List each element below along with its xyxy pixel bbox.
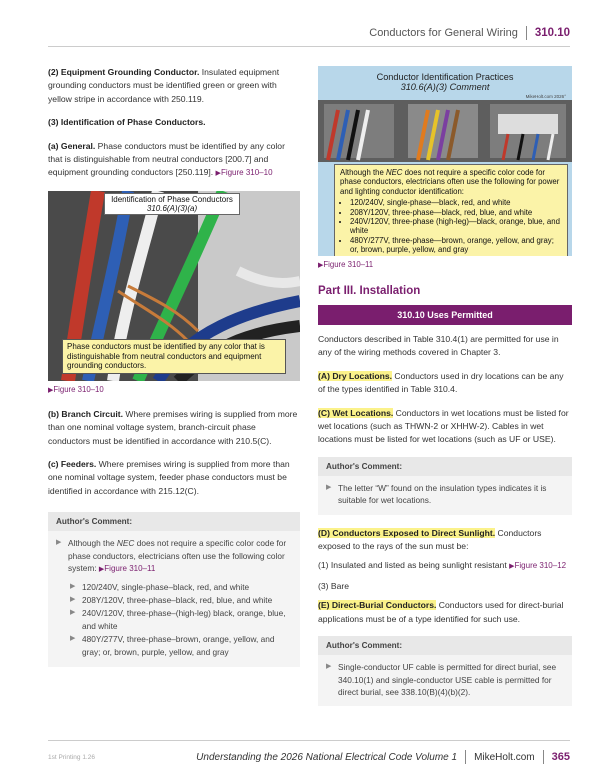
para-phase-id-heading [48, 116, 300, 129]
bullet-triangle-icon: ▶ [326, 663, 332, 671]
list-item [70, 607, 292, 632]
list-item-text: 208Y/120V, three-phase–black, red, blue, and white [82, 594, 273, 605]
para-phase-id-title: (3) Identification of Phase Conductors. [48, 117, 206, 128]
figure-310-10-photo [48, 191, 300, 381]
ac1-text-nec: NEC [116, 538, 135, 549]
list-item [70, 633, 292, 658]
page-number: 365 [551, 751, 570, 763]
sunlight-item-1 [318, 559, 572, 573]
authors-comment-2-body [318, 476, 572, 515]
figure-link-310-10[interactable]: Figure 310–10 [220, 168, 273, 178]
footer-rule [48, 740, 570, 741]
section-heading-bar: 310.10 Uses Permitted [318, 305, 572, 325]
part-title: Part III. Installation [318, 285, 421, 297]
footer-site: MikeHolt.com [474, 751, 535, 763]
para-sunlight-heading: (D) Conductors Exposed to Direct Sunlight. [318, 527, 496, 538]
printing-note: 1st Printing 1.26 [48, 753, 95, 761]
para-general-text: Phase conductors must be identified by any color that is distinguishable from neutral conductors [200.7] and equipment grounding conductors [250.119]. [48, 140, 285, 178]
panel-wiring-illustration [318, 100, 572, 162]
bullet-triangle-icon: ▶ [70, 595, 76, 603]
authors-comment-3-title: Author's Comment: [318, 636, 572, 655]
para-feeders-heading: (c) Feeders. [48, 459, 97, 470]
authors-comment-2-item [326, 482, 564, 507]
left-column [48, 66, 300, 667]
figure-310-11-list [340, 198, 562, 254]
para-feeders-text: Where premises wiring is supplied from more than one nominal voltage system, feeder phase conductors must be identified in accordance with 215.12(C). [48, 459, 290, 496]
bullet-triangle-icon: ▶ [70, 635, 76, 643]
authors-comment-1-title: Author's Comment: [48, 512, 300, 531]
list-item [70, 594, 292, 606]
authors-comment-1-item [56, 537, 292, 576]
ac1-text-b: does not require a specific color code for phase conductors, electricians often use the following color system: [68, 538, 287, 574]
header-rule [48, 46, 570, 47]
list-item: • 208Y/120V, three-phase—black, red, blue, and white [350, 208, 562, 217]
fig2-box-a: Although the [340, 168, 386, 177]
figure-link-310-12[interactable]: Figure 310–12 [514, 561, 567, 571]
book-title: Understanding the 2026 National Electrical Code Volume 1 [196, 751, 458, 763]
para-wet-locations [318, 407, 572, 447]
figure-310-10-label-title: Identification of Phase Conductors [111, 194, 233, 204]
bullet-triangle-icon: ▶ [326, 483, 332, 491]
authors-comment-1-body [48, 531, 300, 667]
authors-comment-1-text [68, 537, 292, 576]
para-dry-heading: (A) Dry Locations. [318, 370, 393, 381]
list-item: • 120/240V, single-phase—black, red, and white [350, 198, 562, 207]
para-egc-heading: (2) Equipment Grounding Conductor. [48, 67, 200, 77]
figure-310-10-label [104, 193, 240, 215]
figure-arrow-icon: ▶ [509, 563, 515, 571]
para-branch-text: Where premises wiring is supplied from more than one nominal voltage system, branch-circuit phase conductors must be identified in accordance with 210.5(C). [48, 408, 298, 446]
figure-arrow-icon: ▶ [48, 386, 54, 394]
figure-arrow-icon: ▶ [215, 170, 221, 178]
authors-comment-2 [318, 457, 572, 515]
header-title: Conductors for General Wiring [369, 27, 518, 39]
figure-310-11-ref [318, 260, 572, 269]
panel-illustration [318, 100, 572, 162]
bullet-triangle-icon: ▶ [70, 609, 76, 617]
running-header [369, 26, 570, 40]
list-item: • 480Y/277V, three-phase—brown, orange, yellow, and gray; or, brown, purple, yellow, and gray [350, 236, 562, 255]
bullet-triangle-icon: ▶ [56, 539, 62, 547]
figure-310-10-ref-text: Figure 310–10 [53, 384, 104, 394]
para-wet-heading: (C) Wet Locations. [318, 407, 394, 418]
para-sunlight-text: Conductors exposed to the rays of the sun must be: [318, 527, 542, 552]
figure-link-310-11[interactable]: Figure 310–11 [104, 564, 156, 574]
sunlight-item-3-text: Bare [330, 580, 350, 591]
figure-310-10-ref [48, 385, 300, 394]
footer-right [196, 750, 570, 764]
para-burial-text: Conductors used for direct-burial applications must be of a type identified for such use. [318, 600, 564, 624]
authors-comment-1 [48, 512, 300, 667]
figure-310-11-caption [334, 164, 568, 256]
sunlight-item-1-text: Insulated and listed as being sunlight resistant [330, 560, 507, 571]
sunlight-item-1-number: (1) [318, 560, 329, 571]
bullet-triangle-icon: ▶ [70, 582, 76, 590]
para-egc [48, 66, 300, 106]
authors-comment-3 [318, 636, 572, 706]
figure-310-10-label-ref: 310.6(A)(3)(a) [146, 203, 198, 213]
figure-310-11-watermark: MikeHolt.com 2026° [525, 94, 566, 99]
para-wet-text: Conductors in wet locations must be listed for wet locations (such as THWN-2 or XHHW-2). Cables in wet locations must be listed for wet locations (such as UF or USE). [318, 407, 569, 445]
authors-comment-2-text: The letter “W” found on the insulation types indicates it is suitable for wet locations. [338, 482, 547, 506]
figure-arrow-icon: ▶ [318, 262, 324, 269]
para-burial-heading: (E) Direct-Burial Conductors. [318, 600, 437, 611]
authors-comment-3-text: Single-conductor UF cable is permitted for direct burial, see 340.10(1) and single-conductor USE cable is permitted for direct burial, see 338.10(B)(4)(b)(2). [338, 662, 557, 697]
right-column [318, 66, 572, 706]
color-code-list [56, 581, 292, 658]
para-uses-intro: Conductors described in Table 310.4(1) are permitted for use in any of the wiring methods covered in Chapter 3. [318, 334, 559, 358]
list-item-text: 120/240V, single-phase–black, red, and white [82, 581, 250, 592]
fig2-box-b: does not require a specific color code for phase conductors, electricians often use the following for power and lighting conductor identification: [340, 168, 560, 196]
list-item [70, 581, 292, 593]
footer-divider [543, 750, 544, 764]
sunlight-item-3 [318, 580, 572, 593]
figure-310-11-subtitle: 310.6(A)(3) Comment [400, 82, 490, 92]
authors-comment-2-title: Author's Comment: [318, 457, 572, 476]
footer-divider [465, 750, 466, 764]
figure-310-10-caption: Phase conductors must be identified by any color that is distinguishable from neutral conductors and equipment grounding conductors. [62, 339, 286, 374]
list-item: • 240V/120V, three-phase (high-leg)—black, orange, blue, and white [350, 217, 562, 236]
header-divider [526, 26, 527, 40]
figure-310-11-ref-text: Figure 310–11 [323, 260, 374, 269]
list-item-text: 240V/120V, three-phase–(high-leg) black, orange, blue, and white [82, 608, 286, 631]
para-branch-heading: (b) Branch Circuit. [48, 408, 123, 419]
sunlight-item-3-number: (3) [318, 580, 329, 591]
para-direct-burial [318, 599, 572, 626]
para-feeders [48, 458, 300, 498]
authors-comment-3-body [318, 655, 572, 706]
para-egc-text: Insulated equipment grounding conductors must be identified green or green with yellow stripe in accordance with 250.119. [48, 67, 280, 104]
para-dry-text: Conductors used in dry locations can be any of the types identified in Table 310.4. [318, 370, 564, 395]
footer [48, 750, 570, 764]
para-general [48, 140, 300, 181]
list-item-text: 480Y/277V, three-phase–brown, orange, yellow, and gray; or, brown, purple, yellow, and gray [82, 634, 275, 657]
figure-arrow-icon: ▶ [98, 566, 105, 574]
figure-310-11 [318, 66, 572, 256]
para-sunlight [318, 527, 572, 554]
para-branch-circuit [48, 408, 300, 448]
header-section-number: 310.10 [534, 27, 570, 39]
para-general-heading: (a) General. [48, 140, 96, 151]
para-dry-locations [318, 370, 572, 397]
fig2-box-nec: NEC [385, 168, 403, 177]
figure-310-11-title: Conductor Identification Practices [376, 72, 514, 82]
figure-310-11-caption-intro [340, 168, 562, 196]
ac1-text-a: Although the [68, 538, 117, 549]
authors-comment-3-item [326, 661, 564, 698]
